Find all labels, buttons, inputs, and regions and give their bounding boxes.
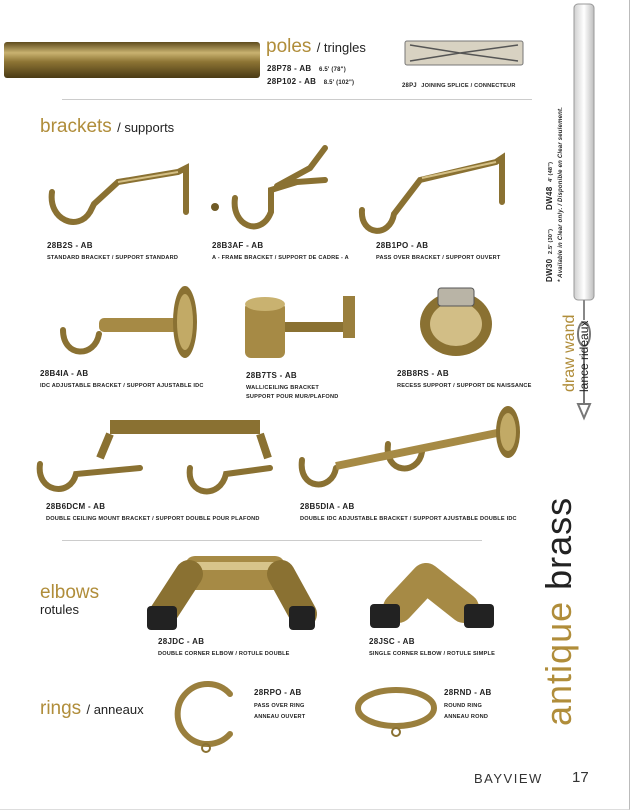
pass-over-ring-image	[170, 676, 250, 756]
recess-support-image	[412, 280, 502, 360]
draw-wand-title-wrap	[561, 314, 591, 393]
double-idc-bracket-image	[292, 404, 532, 494]
wand-size: 4' (48")	[548, 161, 554, 183]
bracket-code: 28B4IA - AB	[40, 369, 89, 378]
bracket-code: 28B1PO - AB	[376, 241, 429, 250]
pole-code: 28P102 - AB	[267, 77, 317, 86]
elbow-desc: SINGLE CORNER ELBOW / ROTULE SIMPLE	[369, 651, 496, 657]
rings-heading	[40, 698, 144, 720]
bracket-desc: DOUBLE CEILING MOUNT BRACKET / SUPPORT DOUBLE POUR PLAFOND	[46, 516, 260, 522]
finish-word-brass: brass	[538, 496, 579, 590]
brackets-heading	[40, 116, 174, 138]
divider	[62, 540, 482, 541]
single-corner-elbow-image	[368, 548, 498, 638]
bracket-desc: A - FRAME BRACKET / SUPPORT DE CADRE - A	[212, 255, 349, 261]
a-frame-bracket-image	[205, 142, 345, 242]
draw-wand-subtitle: lance rideaux	[577, 320, 591, 392]
bracket-code: 28B2S - AB	[47, 241, 93, 250]
splice-desc: JOINING SPLICE / CONNECTEUR	[421, 83, 516, 89]
poles-subtitle: / tringles	[316, 40, 366, 55]
elbow-desc: DOUBLE CORNER ELBOW / ROTULE DOUBLE	[158, 651, 290, 657]
bracket-item-recess	[397, 369, 532, 389]
rings-subtitle: / anneaux	[86, 702, 144, 717]
brackets-title: brackets	[40, 116, 112, 137]
pole-size: 6.5' (78")	[318, 67, 346, 73]
bracket-code: 28B7TS - AB	[246, 371, 298, 380]
wand-code: DW48	[545, 186, 554, 210]
bracket-item-standard	[47, 241, 178, 261]
ring-desc-fr: ANNEAU OUVERT	[254, 714, 306, 720]
divider	[62, 99, 532, 100]
idc-adjustable-bracket-image	[55, 282, 225, 362]
bracket-item-double-ceiling	[46, 502, 260, 522]
draw-wand-title: draw wand	[561, 314, 578, 392]
ring-code: 28RND - AB	[444, 688, 492, 697]
bracket-desc: RECESS SUPPORT / SUPPORT DE NAISSANCE	[397, 383, 532, 389]
wand-code: DW30	[545, 258, 554, 282]
elbow-item-single	[369, 637, 495, 657]
bracket-code: 28B8RS - AB	[397, 369, 449, 378]
round-ring-image	[354, 686, 444, 746]
bracket-desc: IDC ADJUSTABLE BRACKET / SUPPORT AJUSTABLE IDC	[40, 383, 204, 389]
draw-wand-spec-wrap	[543, 106, 564, 283]
splice-code: 28PJ	[402, 83, 417, 89]
brand-logo: BAYVIEW	[474, 771, 543, 786]
bracket-desc-fr: SUPPORT POUR MUR/PLAFOND	[246, 394, 339, 400]
bracket-desc: DOUBLE IDC ADJUSTABLE BRACKET / SUPPORT AJUSTABLE DOUBLE IDC	[300, 516, 517, 522]
splice-image	[400, 38, 530, 68]
elbow-code: 28JDC - AB	[158, 637, 205, 646]
elbows-heading	[40, 582, 99, 617]
elbows-subtitle: rotules	[40, 602, 80, 617]
bracket-item-wall-ceiling	[246, 371, 338, 400]
bracket-code: 28B5DIA - AB	[300, 502, 355, 511]
standard-bracket-image	[38, 148, 198, 238]
bracket-item-pass-over	[376, 241, 501, 261]
bracket-desc: PASS OVER BRACKET / SUPPORT OUVERT	[376, 255, 501, 261]
page-number: 17	[572, 769, 589, 786]
pole-item-2	[267, 71, 354, 89]
finish-title-wrap	[538, 496, 579, 727]
elbows-title: elbows	[40, 582, 100, 603]
poles-title: poles	[266, 36, 312, 57]
ring-desc: PASS OVER RING	[254, 703, 305, 709]
finish-word-antique: antique	[538, 600, 579, 726]
pole-image	[4, 42, 264, 82]
pass-over-bracket-image	[350, 140, 520, 240]
bracket-desc: STANDARD BRACKET / SUPPORT STANDARD	[47, 255, 179, 261]
pole-size: 8.5' (102")	[323, 80, 355, 86]
bracket-code: 28B3AF - AB	[212, 241, 264, 250]
poles-heading	[266, 36, 366, 58]
double-corner-elbow-image	[145, 548, 315, 638]
elbow-code: 28JSC - AB	[369, 637, 415, 646]
bracket-item-idc	[40, 369, 204, 389]
bracket-code: 28B6DCM - AB	[46, 502, 106, 511]
bracket-item-double-idc	[300, 502, 517, 522]
brackets-subtitle: / supports	[117, 120, 175, 135]
ring-item-round	[444, 688, 492, 720]
bracket-desc: WALL/CEILING BRACKET	[246, 385, 319, 391]
double-ceiling-mount-image	[30, 412, 280, 502]
ring-desc-fr: ANNEAU ROND	[444, 714, 489, 720]
ring-item-pass-over	[254, 688, 305, 720]
pole-code: 28P78 - AB	[267, 64, 312, 73]
ring-code: 28RPO - AB	[254, 688, 302, 697]
elbow-item-double	[158, 637, 290, 657]
bracket-item-a-frame	[212, 241, 349, 261]
wall-ceiling-bracket-image	[243, 286, 373, 366]
wand-size: 2.5' (30")	[548, 228, 554, 255]
wand-note: * Available in Clear only. / Disponible en Clear seulement.	[558, 106, 564, 282]
splice-label	[402, 74, 516, 92]
rings-title: rings	[40, 698, 82, 719]
ring-desc: ROUND RING	[444, 703, 483, 709]
